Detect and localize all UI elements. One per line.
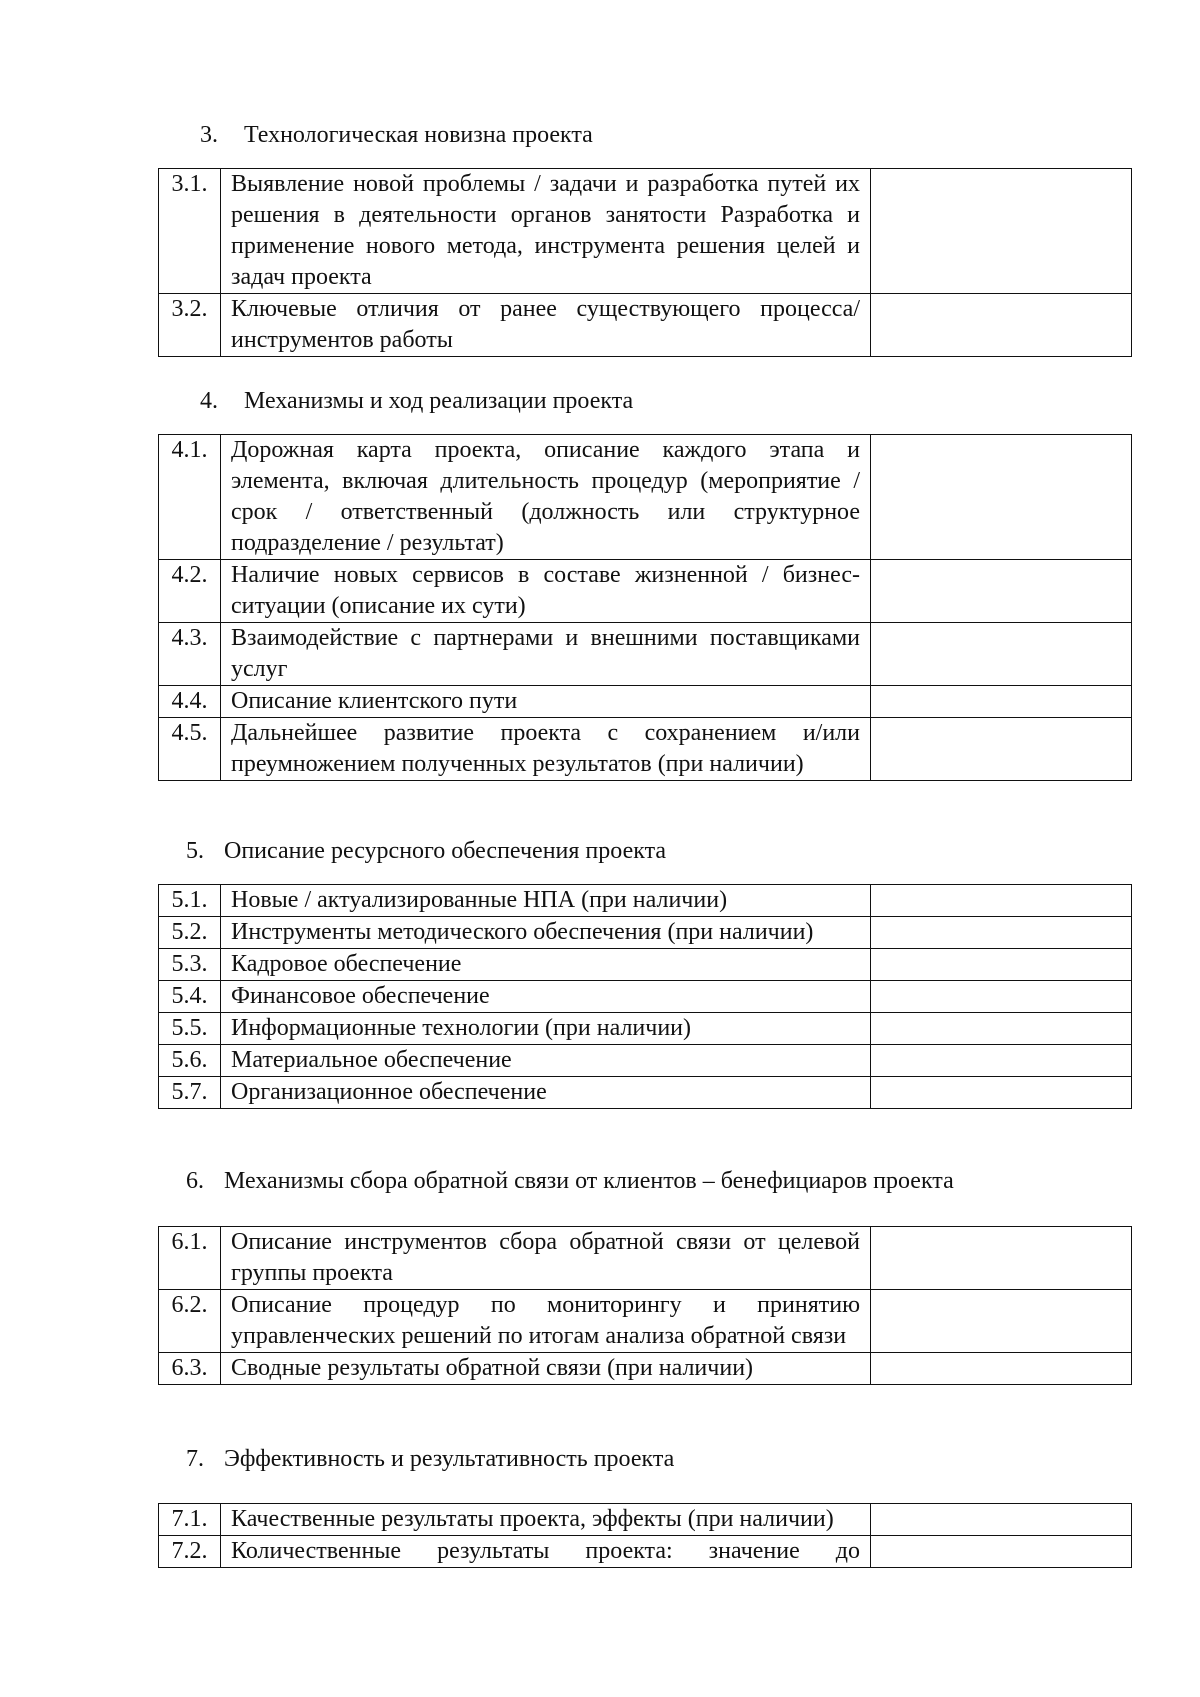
row-description: Дальнейшее развитие проекта с сохранением и/или преумножением полученных результатов (при наличии) <box>221 718 871 781</box>
table-row <box>159 981 1132 1013</box>
row-number: 5.6. <box>159 1045 221 1077</box>
row-description: Дорожная карта проекта, описание каждого этапа и элемента, включая длительность процедур (мероприятие / срок / ответственный (должность или структурное подразделение / результат) <box>221 435 871 560</box>
table-row <box>159 1045 1132 1077</box>
row-description: Количественные результаты проекта: значение до <box>221 1536 871 1568</box>
section-heading-7 <box>186 1445 674 1473</box>
row-description: Новые / актуализированные НПА (при наличии) <box>221 885 871 917</box>
answer-cell[interactable] <box>871 1353 1132 1385</box>
answer-cell[interactable] <box>871 1227 1132 1290</box>
row-number: 3.1. <box>159 169 221 294</box>
answer-cell[interactable] <box>871 1536 1132 1568</box>
row-number: 5.2. <box>159 917 221 949</box>
table-row <box>159 1290 1132 1353</box>
table-row <box>159 718 1132 781</box>
answer-cell[interactable] <box>871 560 1132 623</box>
row-number: 6.1. <box>159 1227 221 1290</box>
answer-cell[interactable] <box>871 718 1132 781</box>
answer-cell[interactable] <box>871 1504 1132 1536</box>
row-number: 4.2. <box>159 560 221 623</box>
row-number: 7.2. <box>159 1536 221 1568</box>
row-number: 5.7. <box>159 1077 221 1109</box>
section-title: Технологическая новизна проекта <box>244 122 593 148</box>
section-number: 5. <box>186 838 204 864</box>
row-number: 5.3. <box>159 949 221 981</box>
section-title: Описание ресурсного обеспечения проекта <box>224 838 666 864</box>
row-description: Описание процедур по мониторингу и принятию управленческих решений по итогам анализа обратной связи <box>221 1290 871 1353</box>
row-number: 6.2. <box>159 1290 221 1353</box>
table-row <box>159 885 1132 917</box>
row-number: 4.5. <box>159 718 221 781</box>
answer-cell[interactable] <box>871 435 1132 560</box>
row-description: Сводные результаты обратной связи (при наличии) <box>221 1353 871 1385</box>
row-number: 4.1. <box>159 435 221 560</box>
row-description: Описание инструментов сбора обратной связи от целевой группы проекта <box>221 1227 871 1290</box>
answer-cell[interactable] <box>871 1045 1132 1077</box>
row-number: 6.3. <box>159 1353 221 1385</box>
section-table-3 <box>158 168 1132 357</box>
answer-cell[interactable] <box>871 686 1132 718</box>
row-number: 5.5. <box>159 1013 221 1045</box>
section-table-7 <box>158 1503 1132 1568</box>
row-number: 4.3. <box>159 623 221 686</box>
table-row <box>159 560 1132 623</box>
row-description: Инструменты методического обеспечения (при наличии) <box>221 917 871 949</box>
row-number: 4.4. <box>159 686 221 718</box>
row-description: Кадровое обеспечение <box>221 949 871 981</box>
row-number: 5.1. <box>159 885 221 917</box>
section-title: Механизмы сбора обратной связи от клиентов – бенефициаров проекта <box>224 1168 954 1194</box>
row-number: 5.4. <box>159 981 221 1013</box>
row-description: Выявление новой проблемы / задачи и разработка путей их решения в деятельности органов занятости Разработка и применение нового метода, инструмента решения целей и задач проекта <box>221 169 871 294</box>
answer-cell[interactable] <box>871 1013 1132 1045</box>
table-row <box>159 686 1132 718</box>
table-row <box>159 169 1132 294</box>
section-heading-6 <box>186 1167 954 1195</box>
section-table-5 <box>158 884 1132 1109</box>
row-number: 7.1. <box>159 1504 221 1536</box>
answer-cell[interactable] <box>871 917 1132 949</box>
table-row <box>159 949 1132 981</box>
table-row <box>159 917 1132 949</box>
row-number: 3.2. <box>159 294 221 357</box>
table-row <box>159 1013 1132 1045</box>
table-row <box>159 435 1132 560</box>
table-row <box>159 623 1132 686</box>
answer-cell[interactable] <box>871 949 1132 981</box>
section-table-6 <box>158 1226 1132 1385</box>
answer-cell[interactable] <box>871 169 1132 294</box>
table-row <box>159 1353 1132 1385</box>
section-title: Эффективность и результативность проекта <box>224 1446 675 1472</box>
answer-cell[interactable] <box>871 981 1132 1013</box>
row-description: Наличие новых сервисов в составе жизненной / бизнес-ситуации (описание их сути) <box>221 560 871 623</box>
section-heading-5 <box>186 837 666 865</box>
row-description: Материальное обеспечение <box>221 1045 871 1077</box>
row-description: Описание клиентского пути <box>221 686 871 718</box>
table-row <box>159 294 1132 357</box>
section-number: 4. <box>200 388 218 414</box>
row-description: Финансовое обеспечение <box>221 981 871 1013</box>
section-number: 3. <box>200 122 218 148</box>
section-number: 6. <box>186 1168 204 1194</box>
section-heading-3 <box>200 121 593 149</box>
answer-cell[interactable] <box>871 294 1132 357</box>
section-number: 7. <box>186 1446 204 1472</box>
section-title: Механизмы и ход реализации проекта <box>244 388 634 414</box>
table-row <box>159 1504 1132 1536</box>
section-table-4 <box>158 434 1132 781</box>
answer-cell[interactable] <box>871 885 1132 917</box>
row-description: Ключевые отличия от ранее существующего процесса/ инструментов работы <box>221 294 871 357</box>
table-row <box>159 1077 1132 1109</box>
table-row <box>159 1227 1132 1290</box>
table-row <box>159 1536 1132 1568</box>
row-description: Взаимодействие с партнерами и внешними поставщиками услуг <box>221 623 871 686</box>
section-heading-4 <box>200 387 633 415</box>
row-description: Качественные результаты проекта, эффекты (при наличии) <box>221 1504 871 1536</box>
answer-cell[interactable] <box>871 1290 1132 1353</box>
row-description: Организационное обеспечение <box>221 1077 871 1109</box>
answer-cell[interactable] <box>871 1077 1132 1109</box>
answer-cell[interactable] <box>871 623 1132 686</box>
row-description: Информационные технологии (при наличии) <box>221 1013 871 1045</box>
